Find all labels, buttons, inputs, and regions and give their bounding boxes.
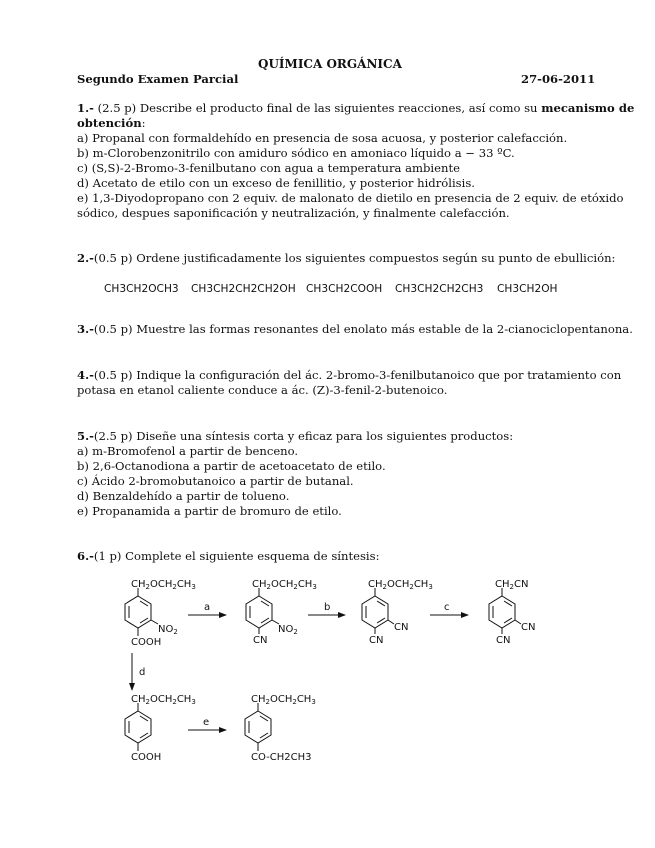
question-6-number: 6.-: [77, 549, 94, 563]
ketone-label: CO-CH2CH3: [251, 752, 312, 763]
question-5-item: b) 2,6-Octanodiona a partir de acetoacetato de etilo.: [77, 459, 386, 473]
ch2och2ch3-label: $CH_2OCH_2CH_3$: [131, 694, 196, 706]
cooh-label: COOH: [131, 752, 162, 763]
question-4-text: (0.5 p) Indique la configuración del ác. 2-bromo-3-fenilbutanoico que por tratamiento con: [93, 368, 622, 382]
molecule-1: [125, 579, 196, 648]
no2-label: $NO_2$: [158, 624, 178, 636]
arrow-label-c: c: [444, 602, 450, 613]
page-title: QUÍMICA ORGÁNICA: [258, 57, 402, 71]
arrow-label-d: d: [139, 667, 146, 678]
question-4-line-2: potasa en etanol caliente conduce a ác. (Z)-3-fenil-2-butenoico.: [77, 383, 448, 397]
compound-formula: CH3CH2OCH3: [104, 283, 179, 295]
question-5-item: d) Benzaldehído a partir de tolueno.: [77, 489, 290, 503]
cn-label: CN: [394, 622, 409, 633]
question-1-item: d) Acetato de etilo con un exceso de fenillitio, y posterior hidrólisis.: [77, 176, 475, 190]
question-2-text: (0.5 p) Ordene justificadamente los siguientes compuestos según su punto de ebullición:: [93, 251, 616, 265]
question-4-number: 4.-: [77, 368, 94, 382]
molecule-4: [489, 579, 535, 646]
cn-label: CN: [369, 635, 384, 646]
cn-label: CN: [521, 622, 536, 633]
cooh-label: COOH: [131, 637, 162, 648]
cn-label: CN: [253, 635, 268, 646]
ch2cn-label: $CH_2CN$: [495, 579, 529, 591]
question-3-number: 3.-: [77, 322, 94, 336]
question-1-line-2: obtención:: [77, 116, 146, 130]
ch2och2ch3-label: $CH_2OCH_2CH_3$: [251, 694, 316, 706]
ch2och2ch3-label: $CH_2OCH_2CH_3$: [368, 579, 433, 591]
question-1-item: a) Propanal con formaldehído en presencia de sosa acuosa, y posterior calefacción.: [77, 131, 568, 145]
question-5-text: (2.5 p) Diseñe una síntesis corta y eficaz para los siguientes productos:: [93, 429, 514, 443]
arrow-label-e: e: [203, 717, 210, 728]
question-1-bold: mecanismo de: [541, 101, 635, 115]
molecule-3: [362, 579, 433, 646]
question-1-item: sódico, despues saponificación y neutralización, y finalmente calefacción.: [77, 206, 510, 220]
compound-formula: CH3CH2CH2CH3: [395, 283, 484, 295]
exam-date: 27-06-2011: [521, 72, 596, 86]
question-1-item: e) 1,3-Diyodopropano con 2 equiv. de malonato de dietilo en presencia de 2 equiv. de etóxido: [77, 191, 624, 205]
no2-label: $NO_2$: [278, 624, 298, 636]
compound-formula: CH3CH2COOH: [306, 283, 383, 295]
ch2och2ch3-label: $CH_2OCH_2CH_3$: [131, 579, 196, 591]
question-1-item: c) (S,S)-2-Bromo-3-fenilbutano con agua a temperatura ambiente: [77, 161, 460, 175]
question-1-number: 1.-: [77, 101, 94, 115]
question-1-text: Describe el producto final de las siguientes reacciones, así como su: [139, 101, 538, 115]
exam-subtitle: Segundo Examen Parcial: [77, 72, 239, 86]
molecule-5: [125, 694, 196, 763]
question-5-item: a) m-Bromofenol a partir de benceno.: [77, 444, 299, 458]
question-1-item: b) m-Clorobenzonitrilo con amiduro sódico en amoniaco líquido a − 33 ºC.: [77, 146, 515, 160]
question-3-text: (0.5 p) Muestre las formas resonantes del enolato más estable de la 2-cianociclopentanona.: [93, 322, 633, 336]
question-6-text: (1 p) Complete el siguiente esquema de síntesis:: [93, 549, 380, 563]
arrow-label-b: b: [324, 602, 331, 613]
ch2och2ch3-label: $CH_2OCH_2CH_3$: [252, 579, 317, 591]
molecule-6: [245, 694, 316, 763]
question-2-number: 2.-: [77, 251, 94, 265]
question-5-item: c) Ácido 2-bromobutanoico a partir de butanal.: [77, 474, 354, 488]
arrow-label-a: a: [204, 602, 211, 613]
question-1-points: (2.5 p): [97, 101, 137, 115]
question-5-number: 5.-: [77, 429, 94, 443]
compound-formula: CH3CH2CH2CH2OH: [191, 283, 296, 295]
question-5-item: e) Propanamida a partir de bromuro de etilo.: [77, 504, 342, 518]
molecule-2: [246, 579, 317, 646]
cn-label: CN: [496, 635, 511, 646]
compound-formula: CH3CH2OH: [497, 283, 558, 295]
